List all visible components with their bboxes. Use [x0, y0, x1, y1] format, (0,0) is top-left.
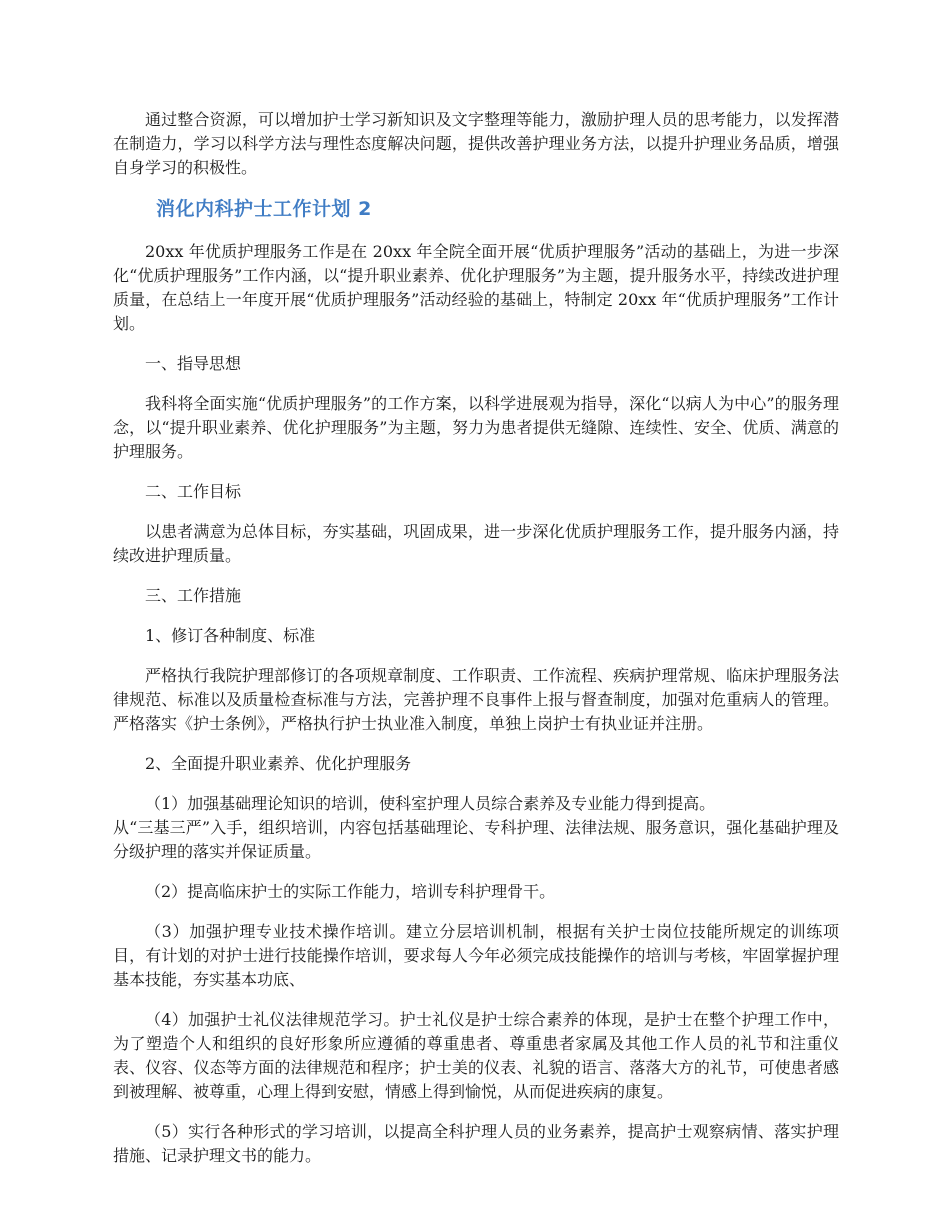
paragraph-training-5: （5）实行各种形式的学习培训，以提高全科护理人员的业务素养，提高护士观察病情、落实护理措施、记录护理文书的能力。: [113, 1122, 839, 1165]
paragraph-training-1-rest: 从“三基三严”入手，组织培训，内容包括基础理论、专科护理、法律法规、服务意识，强化基础护理及分级护理的落实并保证质量。: [113, 818, 839, 861]
paragraph-training-1: [113, 792, 839, 864]
paragraph-training-4: （4）加强护士礼仪法律规范学习。护士礼仪是护士综合素养的体现，是护士在整个护理工作中，为了塑造个人和组织的良好形象所应遵循的尊重患者、尊重患者家属及其他工作人员的礼节和注重仪表、仪容、仪态等方面的法律规范和程序；护士美的仪表、礼貌的语言、落落大方的礼节，可使患者感到被理解、被尊重，心理上得到安慰，情感上得到愉悦，从而促进疾病的康复。: [113, 1010, 839, 1101]
paragraph-work-goals: 以患者满意为总体目标，夯实基础，巩固成果，进一步深化优质护理服务工作，提升服务内涵，持续改进护理质量。: [113, 522, 839, 565]
section-title: 消化内科护士工作计划 2: [156, 198, 372, 220]
heading-work-goals: 二、工作目标: [145, 482, 242, 501]
heading-guiding-ideology: 一、指导思想: [145, 354, 242, 373]
document-page: [113, 108, 839, 1184]
paragraph-training-3: （3）加强护理专业技术操作培训。建立分层培训机制，根据有关护士岗位技能所规定的训练项目，有计划的对护士进行技能操作培训，要求每人今年必须完成技能操作的培训与考核，牢固掌握护理基本技能，夯实基本功底、: [113, 922, 839, 989]
subheading-improve-service: 2、全面提升职业素养、优化护理服务: [145, 754, 412, 773]
paragraph-training-1-line1: （1）加强基础理论知识的培训，使科室护理人员综合素养及专业能力得到提高。: [145, 794, 716, 813]
subheading-revise-systems: 1、修订各种制度、标准: [145, 626, 316, 645]
paragraph-revise-systems: 严格执行我院护理部修订的各项规章制度、工作职责、工作流程、疾病护理常规、临床护理服务法律规范、标准以及质量检查标准与方法，完善护理不良事件上报与督查制度，加强对危重病人的管理。严格落实《护士条例》，严格执行护士执业准入制度，单独上岗护士有执业证并注册。: [113, 666, 839, 733]
paragraph-guiding-ideology: 我科将全面实施“优质护理服务”的工作方案，以科学进展观为指导，深化“以病人为中心”的服务理念，以“提升职业素养、优化护理服务”为主题，努力为患者提供无缝隙、连续性、安全、优质、满意的护理服务。: [113, 394, 839, 461]
heading-work-measures: 三、工作措施: [145, 586, 242, 605]
intro-paragraph: 通过整合资源，可以增加护士学习新知识及文字整理等能力，激励护理人员的思考能力，以发挥潜在制造力，学习以科学方法与理性态度解决问题，提供改善护理业务方法，以提升护理业务品质，增强自身学习的积极性。: [113, 110, 839, 177]
paragraph-background: 20xx 年优质护理服务工作是在 20xx 年全院全面开展“优质护理服务”活动的基础上，为进一步深化“优质护理服务”工作内涵，以“提升职业素养、优化护理服务”为主题，提升服务水平，持续改进护理质量，在总结上一年度开展“优质护理服务”活动经验的基础上，特制定 20xx 年“优质护理服务”工作计划。: [113, 242, 839, 333]
paragraph-training-2: （2）提高临床护士的实际工作能力，培训专科护理骨干。: [145, 882, 556, 901]
